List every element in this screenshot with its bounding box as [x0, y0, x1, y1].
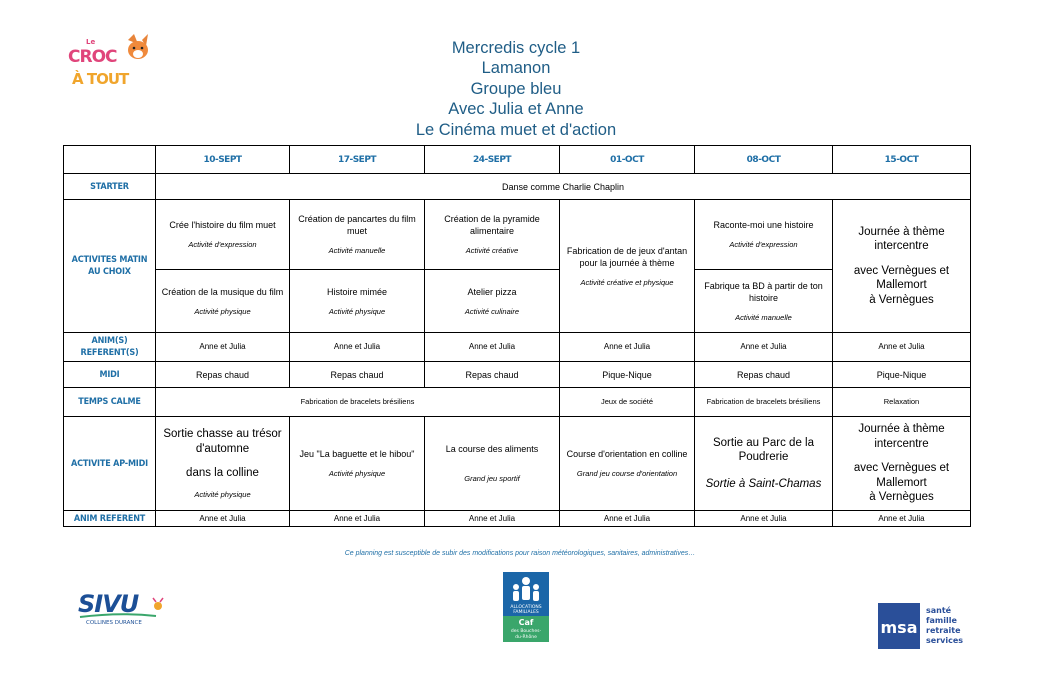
activity-cell: [290, 200, 425, 270]
midi-cell: Pique-Nique: [560, 362, 695, 388]
matin-row-top: [64, 200, 971, 270]
anim-cell: Anne et Julia: [833, 333, 971, 362]
activity-title: Atelier pizza: [467, 286, 517, 297]
caf-word: Caf: [518, 618, 534, 627]
date-header: 10-SEPT: [156, 146, 290, 174]
sun-icon: [153, 598, 163, 610]
midi-row: [64, 362, 971, 388]
activity-category: Grand jeu course d'orientation: [576, 469, 678, 478]
calme-row: [64, 388, 971, 417]
caf-line-2: FAMILIALES: [513, 610, 539, 615]
activity-title: Course d'orientation en colline: [566, 449, 688, 459]
activity-category: Activité physique: [328, 306, 386, 316]
row-label-matin: ACTIVITES MATIN AU CHOIX: [64, 200, 156, 333]
activity-title: Jeu "La baguette et le hibou": [299, 449, 415, 459]
anim-cell: Anne et Julia: [290, 333, 425, 362]
planning-disclaimer: Ce planning est susceptible de subir des modifications pour raison météorologiques, sanitaires, administratives…: [344, 550, 696, 557]
msa-logo: [878, 603, 968, 649]
date-header: 08-OCT: [695, 146, 833, 174]
activity-title: Raconte-moi une histoire: [713, 220, 814, 230]
corner-cell: [64, 146, 156, 174]
activity-cell: [156, 200, 290, 270]
activity-cell-intercentre: [833, 200, 971, 333]
activity-cell: [560, 200, 695, 333]
activity-title: La course des aliments: [445, 444, 539, 454]
activity-location: à Vernègues: [869, 491, 934, 504]
anim-ap-row: [64, 511, 971, 527]
anim-cell: Anne et Julia: [833, 511, 971, 527]
dates-row: [64, 146, 971, 174]
anim-cell: Anne et Julia: [695, 333, 833, 362]
midi-cell: Pique-Nique: [833, 362, 971, 388]
activity-title: Création de la pyramide alimentaire: [444, 214, 540, 236]
sivu-logo: [70, 584, 170, 632]
anim-cell: Anne et Julia: [560, 511, 695, 527]
activity-cell: [695, 270, 833, 333]
activity-cell: [156, 270, 290, 333]
midi-cell: Repas chaud: [695, 362, 833, 388]
croc-word-croc: CROC: [68, 47, 117, 67]
anim-cell: Anne et Julia: [156, 511, 290, 527]
activity-cell-intercentre: [833, 417, 971, 511]
activity-category: Grand jeu sportif: [464, 474, 520, 483]
activity-category: Activité d'expression: [729, 240, 798, 249]
activity-category: Activité manuelle: [735, 312, 792, 322]
sivu-word: SIVU: [78, 590, 139, 618]
activity-cell: [560, 417, 695, 511]
activity-cell: [290, 417, 425, 511]
anim-matin-row: [64, 333, 971, 362]
activity-cell: [425, 417, 560, 511]
activity-cell: [695, 417, 833, 511]
caf-line-4: des Bouches-: [510, 629, 542, 634]
starter-value: Danse comme Charlie Chaplin: [156, 174, 971, 200]
activity-title: Création de la musique du film: [161, 286, 284, 297]
msa-line-1: santé: [926, 606, 952, 615]
activity-title: Sortie chasse au trésor d'automne: [163, 428, 282, 455]
msa-line-2: famille: [926, 616, 957, 625]
anim-cell: Anne et Julia: [695, 511, 833, 527]
header-line-cycle: Mercredis cycle 1: [451, 39, 581, 57]
activity-category: Activité physique: [194, 306, 251, 316]
activity-category: Activité physique: [194, 489, 251, 499]
anim-cell: Anne et Julia: [560, 333, 695, 362]
anim-cell: Anne et Julia: [290, 511, 425, 527]
caf-logo: [503, 572, 549, 642]
activity-subtitle: avec Vernègues et Mallemort: [853, 462, 950, 489]
date-header: 17-SEPT: [290, 146, 425, 174]
caf-line-1: ALLOCATIONS: [510, 605, 542, 610]
msa-line-4: services: [926, 636, 964, 645]
activity-title: Histoire mimée: [326, 286, 387, 297]
croc-word-le: Le: [86, 38, 96, 46]
midi-cell: Repas chaud: [290, 362, 425, 388]
planning-table: [63, 145, 971, 527]
activity-title: Journée à thème intercentre: [858, 423, 945, 450]
row-label-calme: TEMPS CALME: [64, 388, 156, 417]
msa-line-3: retraite: [926, 626, 961, 635]
row-label-starter: STARTER: [64, 174, 156, 200]
activity-subtitle: dans la colline: [186, 467, 259, 480]
date-header: 24-SEPT: [425, 146, 560, 174]
midi-cell: Repas chaud: [156, 362, 290, 388]
calme-cell: Jeux de société: [560, 388, 695, 417]
activity-cell: [425, 270, 560, 333]
date-header: 15-OCT: [833, 146, 971, 174]
page-header: [0, 38, 1040, 140]
header-line-staff: Avec Julia et Anne: [448, 100, 584, 119]
activity-title: Création de pancartes du film muet: [298, 214, 416, 236]
activity-location: à Vernègues: [869, 293, 934, 306]
apmidi-row: [64, 417, 971, 511]
activity-title: Journée à thème intercentre: [858, 225, 945, 253]
activity-category: Activité culinaire: [464, 306, 520, 316]
sivu-subtitle: COLLINES DURANCE: [86, 620, 142, 626]
anim-cell: Anne et Julia: [156, 333, 290, 362]
row-label-midi: MIDI: [64, 362, 156, 388]
activity-title: Crée l'histoire du film muet: [169, 220, 276, 230]
date-header: 01-OCT: [560, 146, 695, 174]
activity-cell: [290, 270, 425, 333]
croc-word-atout: À TOUT: [72, 70, 129, 88]
activity-subtitle: Sortie à Saint-Chamas: [705, 477, 822, 490]
calme-cell: Relaxation: [833, 388, 971, 417]
activity-subtitle: avec Vernègues et Mallemort: [853, 264, 950, 292]
header-line-theme: Le Cinéma muet et d'action: [415, 120, 617, 139]
activity-title: Sortie au Parc de la Poudrerie: [712, 436, 814, 464]
midi-cell: Repas chaud: [425, 362, 560, 388]
row-label-apmidi: ACTIVITE AP-MIDI: [64, 417, 156, 511]
activity-title: Fabrication de de jeux d'antan pour la journée à thème: [566, 245, 688, 268]
activity-title: Fabrique ta BD à partir de ton histoire: [704, 280, 823, 303]
caf-line-5: du-Rhône: [515, 635, 537, 640]
starter-row: [64, 174, 971, 200]
row-label-anim: ANIM(S) REFERENT(S): [64, 333, 156, 362]
msa-mark: msa: [880, 618, 918, 637]
row-label-anim-ap: ANIM REFERENT: [64, 511, 156, 527]
activity-category: Activité physique: [328, 469, 386, 478]
anim-cell: Anne et Julia: [425, 333, 560, 362]
header-line-group: Groupe bleu: [470, 79, 562, 98]
calme-cell: Fabrication de bracelets brésiliens: [695, 388, 833, 417]
activity-category: Activité d'expression: [188, 240, 257, 249]
anim-cell: Anne et Julia: [425, 511, 560, 527]
activity-cell: [425, 200, 560, 270]
calme-cell: Fabrication de bracelets brésiliens: [156, 388, 560, 417]
activity-cell: [156, 417, 290, 511]
activity-category: Activité manuelle: [328, 246, 386, 255]
activity-category: Activité créative et physique: [580, 277, 674, 287]
activity-category: Activité créative: [465, 246, 519, 255]
activity-cell: [695, 200, 833, 270]
header-line-place: Lamanon: [481, 59, 551, 78]
